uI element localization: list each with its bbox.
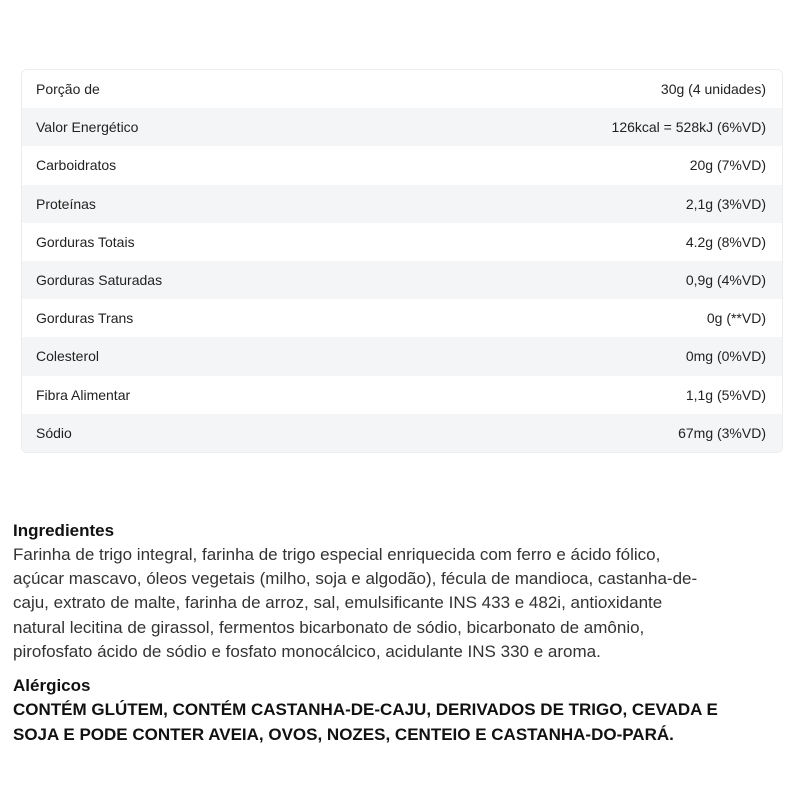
nutrition-row-total-fat [22,223,782,261]
nutrition-value: 1,1g (5%VD) [685,386,766,403]
allergens-line: CONTÉM GLÚTEM, CONTÉM CASTANHA-DE-CAJU, DERIVADOS DE TRIGO, CEVADA E [13,700,718,719]
nutrition-label: Porção de [36,81,100,98]
ingredients-text [13,543,788,664]
nutrition-row-trans-fat [22,299,782,337]
nutrition-label: Proteínas [36,195,96,212]
ingredients-line: caju, extrato de malte, farinha de arroz, sal, emulsificante INS 433 e 482i, antioxidante [13,593,663,613]
nutrition-value: 0mg (0%VD) [685,348,766,365]
ingredients-line: açúcar mascavo, óleos vegetais (milho, soja e algodão), fécula de mandioca, castanha-de- [13,569,698,589]
nutrition-table [21,69,783,453]
nutrition-row-portion [22,70,782,108]
nutrition-label: Sódio [36,424,72,441]
allergens-section [13,674,788,747]
nutrition-label: Valor Energético [36,119,139,136]
ingredients-line: Farinha de trigo integral, farinha de trigo especial enriquecida com ferro e ácido fólico, [13,545,661,564]
nutrition-value: 4.2g (8%VD) [685,233,766,250]
nutrition-value: 20g (7%VD) [689,157,766,174]
nutrition-value: 2,1g (3%VD) [685,195,766,212]
nutrition-row-cholesterol [22,337,782,375]
nutrition-row-sodium [22,414,782,452]
nutrition-label: Gorduras Saturadas [36,272,163,289]
nutrition-value: 0g (**VD) [706,310,766,327]
allergens-text [13,698,788,747]
nutrition-label: Carboidratos [36,157,117,174]
ingredients-section [13,519,788,664]
nutrition-label: Gorduras Trans [36,310,134,327]
nutrition-value: 126kcal = 528kJ (6%VD) [611,119,766,136]
nutrition-value: 67mg (3%VD) [678,424,766,441]
allergens-line: SOJA E PODE CONTER AVEIA, OVOS, NOZES, CENTEIO E CASTANHA-DO-PARÁ. [13,724,674,744]
nutrition-label: Gorduras Totais [36,233,135,250]
nutrition-value: 30g (4 unidades) [660,81,766,98]
nutrition-row-saturated-fat [22,261,782,299]
nutrition-row-carbohydrates [22,146,782,184]
nutrition-row-energy [22,108,782,146]
nutrition-label: Fibra Alimentar [36,386,131,403]
ingredients-line: pirofosfato ácido de sódio e fosfato monocálcico, acidulante INS 330 e aroma. [13,641,601,661]
nutrition-row-fiber [22,376,782,414]
nutrition-row-proteins [22,185,782,223]
ingredients-title: Ingredientes [13,521,115,540]
ingredients-line: natural lecitina de girassol, fermentos bicarbonato de sódio, bicarbonato de amônio, [13,617,645,637]
nutrition-value: 0,9g (4%VD) [685,272,766,289]
allergens-title: Alérgicos [13,676,91,695]
nutrition-label: Colesterol [36,348,100,365]
